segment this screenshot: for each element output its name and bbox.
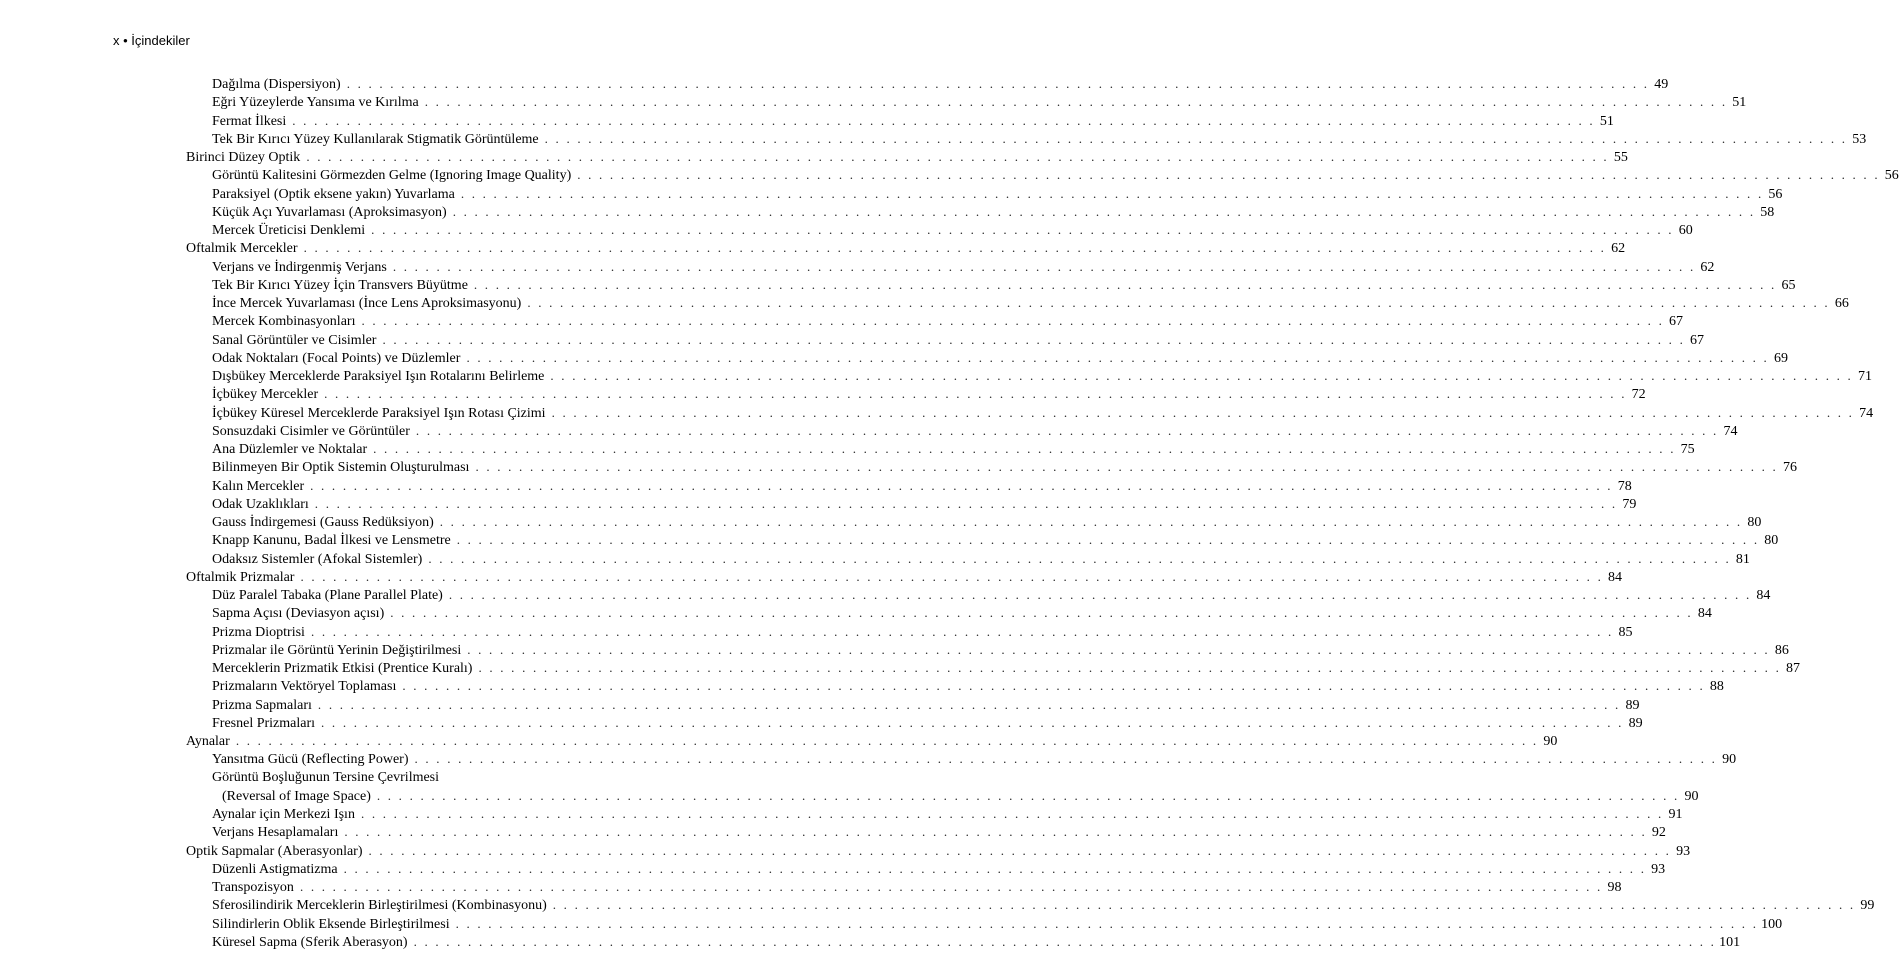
dot-leader: . . . . . . . . . . . . . . . . . . . . . . . . . . . . . . . . . . . . . . . . . . . . . . . . . . . . . . . . . . . . . . . . . . . . . . . . . . . . . . . . . . . . . . . . . . . . . . . . . . . . . . . . . . . . . . . . . . . . . . . . xyxy=(439,514,1743,529)
dot-leader: . . . . . . . . . . . . . . . . . . . . . . . . . . . . . . . . . . . . . . . . . . . . . . . . . . . . . . . . . . . . . . . . . . . . . . . . . . . . . . . . . . . . . . . . . . . . . . . . . . . . . . . . . . . . . . . . . . . . . . . . xyxy=(415,422,1719,438)
toc-entry-page: 71 xyxy=(1857,369,1872,384)
toc-entry-title: Sferosilindirik Merceklerin Birleştirilmesi (Kombinasyonu) xyxy=(212,898,547,914)
toc-entry xyxy=(212,94,1747,112)
toc-entry xyxy=(212,751,1737,769)
dot-leader: . . . . . . . . . . . . . . . . . . . . . . . . . . . . . . . . . . . . . . . . . . . . . . . . . . . . . . . . . . . . . . . . . . . . . . . . . . . . . . . . . . . . . . . . . . . . . . . . . . . . . . . . . . . . . . . . . . . . . . . . xyxy=(413,933,1717,949)
toc-entry-title: Sapma Açısı (Deviasyon açısı) xyxy=(212,606,385,622)
toc-entry-page: 90 xyxy=(1722,752,1737,768)
toc-entry-page: 76 xyxy=(1783,460,1798,476)
toc-entry xyxy=(212,258,1715,277)
toc-entry-page: 56 xyxy=(1768,186,1783,202)
toc-entry xyxy=(212,824,1666,842)
dot-leader: . . . . . . . . . . . . . . . . . . . . . . . . . . . . . . . . . . . . . . . . . . . . . . . . . . . . . . . . . . . . . . . . . . . . . . . . . . . . . . . . . . . . . . . . . . . . . . . . . . . . . . . . . . . . . . . . . . . . . . . . xyxy=(235,733,1539,748)
toc-entry-page: 87 xyxy=(1786,661,1801,676)
toc-entry-page: 98 xyxy=(1607,880,1622,895)
toc-entry-title: Oftalmik Prizmalar xyxy=(186,569,295,585)
toc-entry-page: 84 xyxy=(1608,569,1623,585)
toc-entry-title: Kalın Mercekler xyxy=(212,478,305,494)
toc-entry-page: 65 xyxy=(1781,277,1796,293)
toc-entry-title: Merceklerin Prizmatik Etkisi (Prentice Kuralı) xyxy=(212,661,473,676)
toc-entry-title: Yansıtma Gücü (Reflecting Power) xyxy=(212,752,409,768)
toc-entry-page: 101 xyxy=(1719,934,1741,950)
toc-entry xyxy=(212,422,1738,441)
toc-entry xyxy=(212,295,1849,313)
toc-entry-page: 49 xyxy=(1654,77,1669,92)
toc-entry-title: Küresel Sapma (Sferik Aberasyon) xyxy=(212,934,408,950)
dot-leader: . . . . . . . . . . . . . . . . . . . . . . . . . . . . . . . . . . . . . . . . . . . . . . . . . . . . . . . . . . . . . . . . . . . . . . . . . . . . . . . . . . . . . . . . . . . . . . . . . . . . . . . . . . . . . . . . . . . . . . . . xyxy=(428,550,1731,566)
toc-entry xyxy=(212,222,1693,240)
toc-entry-title: Dışbükey Merceklerde Paraksiyel Işın Rotalarını Belirleme xyxy=(212,369,545,384)
dot-leader: . . . . . . . . . . . . . . . . . . . . . . . . . . . . . . . . . . . . . . . . . . . . . . . . . . . . . . . . . . . . . . . . . . . . . . . . . . . . . . . . . . . . . . . . . . . . . . . . . . . . . . . . . . . . . . . . . . . . . . . . xyxy=(414,751,1718,767)
toc-entry-page: 79 xyxy=(1622,496,1637,512)
toc-entry-title: Görüntü Kalitesini Görmezden Gelme (Ignoring Image Quality) xyxy=(212,168,572,184)
toc-entry xyxy=(212,641,1789,660)
toc-entry-page: 67 xyxy=(1690,332,1705,348)
toc-entry-page: 66 xyxy=(1834,296,1849,311)
toc-entry-page: 89 xyxy=(1625,697,1640,713)
dot-leader: . . . . . . . . . . . . . . . . . . . . . . . . . . . . . . . . . . . . . . . . . . . . . . . . . . . . . . . . . . . . . . . . . . . . . . . . . . . . . . . . . . . . . . . . . . . . . . . . . . . . . . . . . . . . . . . . . . . . . . . . xyxy=(550,368,1853,383)
toc-entry-page: 90 xyxy=(1543,734,1558,749)
toc-entry-title: Mercek Kombinasyonları xyxy=(212,314,356,330)
toc-entry-page: 84 xyxy=(1697,606,1712,622)
toc-entry-page: 78 xyxy=(1617,478,1632,494)
toc-entry xyxy=(212,76,1669,94)
toc-entry-page: 51 xyxy=(1599,113,1614,129)
toc-entry-title: Odaksız Sistemler (Afokal Sistemler) xyxy=(212,551,423,567)
toc-entry-title: Silindirlerin Oblik Eksende Birleştirilmesi xyxy=(212,916,450,932)
toc-entry xyxy=(212,112,1614,131)
toc-entry-title: Birinci Düzey Optik xyxy=(186,150,301,165)
toc-entry xyxy=(212,860,1666,879)
toc-entry-title: Fermat İlkesi xyxy=(212,113,287,129)
toc-entry-title: Oftalmik Mercekler xyxy=(186,241,298,257)
dot-leader: . . . . . . . . . . . . . . . . . . . . . . . . . . . . . . . . . . . . . . . . . . . . . . . . . . . . . . . . . . . . . . . . . . . . . . . . . . . . . . . . . . . . . . . . . . . . . . . . . . . . . . . . . . . . . . . . . . . . . . . . xyxy=(343,860,1647,876)
dot-leader: . . . . . . . . . . . . . . . . . . . . . . . . . . . . . . . . . . . . . . . . . . . . . . . . . . . . . . . . . . . . . . . . . . . . . . . . . . . . . . . . . . . . . . . . . . . . . . . . . . . . . . . . . . . . . . . . . . . . . . . . xyxy=(424,94,1728,110)
dot-leader: . . . . . . . . . . . . . . . . . . . . . . . . . . . . . . . . . . . . . . . . . . . . . . . . . . . . . . . . . . . . . . . . . . . . . . . . . . . . . . . . . . . . . . . . . . . . . . . . . . . . . . . . . . . . . . . . . . . . . . . . xyxy=(551,404,1855,420)
toc-entry xyxy=(212,349,1788,368)
dot-leader: . . . . . . . . . . . . . . . . . . . . . . . . . . . . . . . . . . . . . . . . . . . . . . . . . . . . . . . . . . . . . . . . . . . . . . . . . . . . . . . . . . . . . . . . . . . . . . . . . . . . . . . . . . . . . . . . . . . . . . . . xyxy=(376,787,1680,803)
dot-leader: . . . . . . . . . . . . . . . . . . . . . . . . . . . . . . . . . . . . . . . . . . . . . . . . . . . . . . . . . . . . . . . . . . . . . . . . . . . . . . . . . . . . . . . . . . . . . . . . . . . . . . . . . . . . . . . . . . . . . . . . xyxy=(299,879,1603,894)
dot-leader: . . . . . . . . . . . . . . . . . . . . . . . . . . . . . . . . . . . . . . . . . . . . . . . . . . . . . . . . . . . . . . . . . . . . . . . . . . . . . . . . . . . . . . . . . . . . . . . . . . . . . . . . . . . . . . . . . . . . . . . . xyxy=(368,842,1672,858)
toc-entry xyxy=(212,331,1705,350)
toc-entry-title: Verjans Hesaplamaları xyxy=(212,825,339,841)
toc-entry xyxy=(212,276,1796,295)
toc-entry-page: 62 xyxy=(1700,259,1715,275)
toc-entry-page: 62 xyxy=(1611,241,1626,257)
toc-entry-page: 55 xyxy=(1613,150,1628,165)
toc-entry-title: Küçük Açı Yuvarlaması (Aproksimasyon) xyxy=(212,204,447,220)
toc-entry-page: 91 xyxy=(1668,807,1683,822)
dot-leader: . . . . . . . . . . . . . . . . . . . . . . . . . . . . . . . . . . . . . . . . . . . . . . . . . . . . . . . . . . . . . . . . . . . . . . . . . . . . . . . . . . . . . . . . . . . . . . . . . . . . . . . . . . . . . . . . . . . . . . . . xyxy=(527,295,1830,310)
dot-leader: . . . . . . . . . . . . . . . . . . . . . . . . . . . . . . . . . . . . . . . . . . . . . . . . . . . . . . . . . . . . . . . . . . . . . . . . . . . . . . . . . . . . . . . . . . . . . . . . . . . . . . . . . . . . . . . . . . . . . . . . xyxy=(402,678,1705,694)
dot-leader: . . . . . . . . . . . . . . . . . . . . . . . . . . . . . . . . . . . . . . . . . . . . . . . . . . . . . . . . . . . . . . . . . . . . . . . . . . . . . . . . . . . . . . . . . . . . . . . . . . . . . . . . . . . . . . . . . . . . . . . . xyxy=(346,76,1650,91)
toc-entry xyxy=(212,130,1867,149)
toc-entry-page: 72 xyxy=(1631,387,1646,403)
toc-entry-title: Ana Düzlemler ve Noktalar xyxy=(212,442,368,457)
dot-leader: . . . . . . . . . . . . . . . . . . . . . . . . . . . . . . . . . . . . . . . . . . . . . . . . . . . . . . . . . . . . . . . . . . . . . . . . . . . . . . . . . . . . . . . . . . . . . . . . . . . . . . . . . . . . . . . . . . . . . . . . xyxy=(475,459,1779,475)
toc-entry-title: Knapp Kanunu, Badal İlkesi ve Lensmetre xyxy=(212,533,451,549)
toc-entry xyxy=(212,386,1646,404)
toc-entry xyxy=(212,495,1637,514)
toc-entry xyxy=(212,933,1741,952)
toc-entry-title: Aynalar xyxy=(186,734,230,749)
toc-entry-title: Tek Bir Kırıcı Yüzey Kullanılarak Stigmatik Görüntüleme xyxy=(212,131,539,147)
dot-leader: . . . . . . . . . . . . . . . . . . . . . . . . . . . . . . . . . . . . . . . . . . . . . . . . . . . . . . . . . . . . . . . . . . . . . . . . . . . . . . . . . . . . . . . . . . . . . . . . . . . . . . . . . . . . . . . . . . . . . . . . xyxy=(371,222,1674,237)
toc-entry-title: Bilinmeyen Bir Optik Sistemin Oluşturulması xyxy=(212,460,470,476)
dot-leader: . . . . . . . . . . . . . . . . . . . . . . . . . . . . . . . . . . . . . . . . . . . . . . . . . . . . . . . . . . . . . . . . . . . . . . . . . . . . . . . . . . . . . . . . . . . . . . . . . . . . . . . . . . . . . . . . . . . . . . . . xyxy=(448,587,1752,602)
toc-entry xyxy=(212,532,1779,550)
toc-entry-title: (Reversal of Image Space) xyxy=(222,788,371,804)
toc-entry-page: 69 xyxy=(1774,350,1788,366)
toc-entry-title: Düz Paralel Tabaka (Plane Parallel Plate) xyxy=(212,588,443,603)
toc-entry xyxy=(212,514,1762,532)
toc-entry-page: 100 xyxy=(1761,916,1783,932)
dot-leader: . . . . . . . . . . . . . . . . . . . . . . . . . . . . . . . . . . . . . . . . . . . . . . . . . . . . . . . . . . . . . . . . . . . . . . . . . . . . . . . . . . . . . . . . . . . . . . . . . . . . . . . . . . . . . . . . . . . . . . . . xyxy=(321,714,1624,730)
toc-entry-page: 75 xyxy=(1680,442,1695,457)
toc-entry-title: Prizmaların Vektöryel Toplaması xyxy=(212,679,397,695)
dot-leader: . . . . . . . . . . . . . . . . . . . . . . . . . . . . . . . . . . . . . . . . . . . . . . . . . . . . . . . . . . . . . . . . . . . . . . . . . . . . . . . . . . . . . . . . . . . . . . . . . . . . . . . . . . . . . . . . . . . . . . . . xyxy=(310,477,1613,493)
toc-entry-title: Verjans ve İndirgenmiş Verjans xyxy=(212,259,387,275)
toc-entry-page: 80 xyxy=(1747,515,1762,530)
toc-entry-page: 89 xyxy=(1628,715,1643,731)
toc-entry-title: Tek Bir Kırıcı Yüzey İçin Transvers Büyütme xyxy=(212,277,468,293)
toc-entry xyxy=(212,605,1712,623)
dot-leader: . . . . . . . . . . . . . . . . . . . . . . . . . . . . . . . . . . . . . . . . . . . . . . . . . . . . . . . . . . . . . . . . . . . . . . . . . . . . . . . . . . . . . . . . . . . . . . . . . . . . . . . . . . . . . . . . . . . . . . . . xyxy=(314,495,1618,511)
dot-leader: . . . . . . . . . . . . . . . . . . . . . . . . . . . . . . . . . . . . . . . . . . . . . . . . . . . . . . . . . . . . . . . . . . . . . . . . . . . . . . . . . . . . . . . . . . . . . . . . . . . . . . . . . . . . . . . . . . . . . . . . xyxy=(455,915,1759,931)
toc-entry-title: Mercek Üreticisi Denklemi xyxy=(212,223,366,238)
toc-entry-page: 51 xyxy=(1732,95,1747,111)
toc-entry-title: Dağılma (Dispersiyon) xyxy=(212,77,341,92)
toc-entry-page: 86 xyxy=(1774,642,1789,658)
dot-leader: . . . . . . . . . . . . . . . . . . . . . . . . . . . . . . . . . . . . . . . . . . . . . . . . . . . . . . . . . . . . . . . . . . . . . . . . . . . . . . . . . . . . . . . . . . . . . . . . . . . . . . . . . . . . . . . . . . . . . . . . xyxy=(310,623,1614,639)
toc-entry xyxy=(222,787,1699,806)
toc-entry-title: Sonsuzdaki Cisimler ve Görüntüler xyxy=(212,423,410,439)
toc-entry-title: İnce Mercek Yuvarlaması (İnce Lens Aproksimasyonu) xyxy=(212,296,522,311)
dot-leader: . . . . . . . . . . . . . . . . . . . . . . . . . . . . . . . . . . . . . . . . . . . . . . . . . . . . . . . . . . . . . . . . . . . . . . . . . . . . . . . . . . . . . . . . . . . . . . . . . . . . . . . . . . . . . . . . . . . . . . . . xyxy=(324,386,1627,402)
toc-entry-title: Gauss İndirgemesi (Gauss Redüksiyon) xyxy=(212,515,434,530)
toc-entry-page: 99 xyxy=(1860,898,1875,914)
toc-entry-title: Düzenli Astigmatizma xyxy=(212,861,338,877)
toc-entry-title: Transpozisyon xyxy=(212,880,294,895)
toc-entry-page: 81 xyxy=(1735,551,1750,567)
dot-leader: . . . . . . . . . . . . . . . . . . . . . . . . . . . . . . . . . . . . . . . . . . . . . . . . . . . . . . . . . . . . . . . . . . . . . . . . . . . . . . . . . . . . . . . . . . . . . . . . . . . . . . . . . . . . . . . . . . . . . . . . xyxy=(306,149,1609,164)
dot-leader: . . . . . . . . . . . . . . . . . . . . . . . . . . . . . . . . . . . . . . . . . . . . . . . . . . . . . . . . . . . . . . . . . . . . . . . . . . . . . . . . . . . . . . . . . . . . . . . . . . . . . . . . . . . . . . . . . . . . . . . . xyxy=(466,349,1769,365)
toc-entry xyxy=(212,714,1643,733)
toc-entry xyxy=(212,660,1801,678)
toc-entry xyxy=(212,167,1899,185)
toc-entry xyxy=(212,587,1771,605)
dot-leader: . . . . . . . . . . . . . . . . . . . . . . . . . . . . . . . . . . . . . . . . . . . . . . . . . . . . . . . . . . . . . . . . . . . . . . . . . . . . . . . . . . . . . . . . . . . . . . . . . . . . . . . . . . . . . . . . . . . . . . . . xyxy=(392,258,1696,274)
toc-entry-page: 56 xyxy=(1884,168,1899,184)
toc-entry xyxy=(212,203,1775,222)
toc-entry-page: 84 xyxy=(1756,588,1771,603)
dot-leader: . . . . . . . . . . . . . . . . . . . . . . . . . . . . . . . . . . . . . . . . . . . . . . . . . . . . . . . . . . . . . . . . . . . . . . . . . . . . . . . . . . . . . . . . . . . . . . . . . . . . . . . . . . . . . . . . . . . . . . . . xyxy=(544,130,1848,146)
toc-entry xyxy=(186,842,1691,861)
toc-entry-page: 93 xyxy=(1676,843,1691,859)
toc-entry xyxy=(212,915,1783,934)
toc-entry xyxy=(212,550,1750,569)
running-header: x • İçindekiler xyxy=(113,33,190,48)
dot-leader: . . . . . . . . . . . . . . . . . . . . . . . . . . . . . . . . . . . . . . . . . . . . . . . . . . . . . . . . . . . . . . . . . . . . . . . . . . . . . . . . . . . . . . . . . . . . . . . . . . . . . . . . . . . . . . . . . . . . . . . . xyxy=(317,696,1621,712)
toc-entry xyxy=(186,568,1623,587)
dot-leader: . . . . . . . . . . . . . . . . . . . . . . . . . . . . . . . . . . . . . . . . . . . . . . . . . . . . . . . . . . . . . . . . . . . . . . . . . . . . . . . . . . . . . . . . . . . . . . . . . . . . . . . . . . . . . . . . . . . . . . . . xyxy=(292,112,1595,128)
toc-entry-page: 92 xyxy=(1651,825,1666,841)
toc-entry xyxy=(212,696,1640,715)
dot-leader: . . . . . . . . . . . . . . . . . . . . . . . . . . . . . . . . . . . . . . . . . . . . . . . . . . . . . . . . . . . . . . . . . . . . . . . . . . . . . . . . . . . . . . . . . . . . . . . . . . . . . . . . . . . . . . . . . . . . . . . . xyxy=(303,240,1607,256)
toc-entry xyxy=(186,733,1558,751)
toc-entry-title: Odak Noktaları (Focal Points) ve Düzlemler xyxy=(212,350,461,366)
toc-entry-page: 88 xyxy=(1709,679,1724,695)
dot-leader: . . . . . . . . . . . . . . . . . . . . . . . . . . . . . . . . . . . . . . . . . . . . . . . . . . . . . . . . . . . . . . . . . . . . . . . . . . . . . . . . . . . . . . . . . . . . . . . . . . . . . . . . . . . . . . . . . . . . . . . . xyxy=(452,203,1756,219)
dot-leader: . . . . . . . . . . . . . . . . . . . . . . . . . . . . . . . . . . . . . . . . . . . . . . . . . . . . . . . . . . . . . . . . . . . . . . . . . . . . . . . . . . . . . . . . . . . . . . . . . . . . . . . . . . . . . . . . . . . . . . . . xyxy=(344,824,1647,840)
dot-leader: . . . . . . . . . . . . . . . . . . . . . . . . . . . . . . . . . . . . . . . . . . . . . . . . . . . . . . . . . . . . . . . . . . . . . . . . . . . . . . . . . . . . . . . . . . . . . . . . . . . . . . . . . . . . . . . . . . . . . . . . xyxy=(373,441,1676,456)
toc-entry-title: Görüntü Boşluğunun Tersine Çevrilmesi xyxy=(212,769,440,785)
toc-entry-page: 67 xyxy=(1669,314,1684,330)
toc-entry-page: 74 xyxy=(1723,423,1738,439)
dot-leader: . . . . . . . . . . . . . . . . . . . . . . . . . . . . . . . . . . . . . . . . . . . . . . . . . . . . . . . . . . . . . . . . . . . . . . . . . . . . . . . . . . . . . . . . . . . . . . . . . . . . . . . . . . . . . . . . . . . . . . . . xyxy=(390,605,1693,621)
dot-leader: . . . . . . . . . . . . . . . . . . . . . . . . . . . . . . . . . . . . . . . . . . . . . . . . . . . . . . . . . . . . . . . . . . . . . . . . . . . . . . . . . . . . . . . . . . . . . . . . . . . . . . . . . . . . . . . . . . . . . . . . xyxy=(473,276,1777,292)
toc-entry xyxy=(212,897,1875,915)
toc-entry-page: 74 xyxy=(1859,405,1874,421)
toc-entry-page: 60 xyxy=(1678,223,1693,238)
toc-entry xyxy=(212,459,1798,477)
toc-entry-title: Prizmalar ile Görüntü Yerinin Değiştirilmesi xyxy=(212,642,462,658)
toc-entry-title: Prizma Sapmaları xyxy=(212,697,312,713)
toc-entry-page: 90 xyxy=(1684,788,1699,804)
dot-leader: . . . . . . . . . . . . . . . . . . . . . . . . . . . . . . . . . . . . . . . . . . . . . . . . . . . . . . . . . . . . . . . . . . . . . . . . . . . . . . . . . . . . . . . . . . . . . . . . . . . . . . . . . . . . . . . . . . . . . . . . xyxy=(478,660,1782,675)
toc-entry xyxy=(212,770,688,788)
toc-entry xyxy=(212,404,1874,423)
dot-leader: . . . . . . . . . . . . . . . . . . . . . . . . . . . . . . . . . . . . . . . . . . . . . . . . . . . . . . . . . . . . . . . . . . . . . . . . . . . . . . . . . . . . . . . . . . . . . . . . . . . . . . . . . . . . . . . . . . . . . . . . xyxy=(577,167,1880,183)
toc-entry xyxy=(212,185,1783,204)
dot-leader: . . . . . . . . . . . . . . . . . . . . . . . . . . . . . . . . . . . . . . . . . . . . . . . . . . . . . . . . . . . . . . . . . . . . . . . . . . . . . . . . . . . . . . . . . . . . . . . . . . . . . . . . . . . . . . . . . . . . . . . . xyxy=(456,532,1760,548)
toc-entry-title: Fresnel Prizmaları xyxy=(212,715,316,731)
toc-entry-title: Odak Uzaklıkları xyxy=(212,496,309,512)
toc-entry-title: Optik Sapmalar (Aberasyonlar) xyxy=(186,843,363,859)
toc-entry xyxy=(212,441,1695,459)
toc-entry-title: Aynalar için Merkezi Işın xyxy=(212,807,355,822)
toc-entry-title: Sanal Görüntüler ve Cisimler xyxy=(212,332,377,348)
dot-leader: . . . . . . . . . . . . . . . . . . . . . . . . . . . . . . . . . . . . . . . . . . . . . . . . . . . . . . . . . . . . . . . . . . . . . . . . . . . . . . . . . . . . . . . . . . . . . . . . . . . . . . . . . . . . . . . . . . . . . . . . xyxy=(552,897,1856,913)
dot-leader: . . . . . . . . . . . . . . . . . . . . . . . . . . . . . . . . . . . . . . . . . . . . . . . . . . . . . . . . . . . . . . . . . . . . . . . . . . . . . . . . . . . . . . . . . . . . . . . . . . . . . . . . . . . . . . . . . . . . . . . . xyxy=(382,331,1686,347)
dot-leader: . . . . . . . . . . . . . . . . . . . . . . . . . . . . . . . . . . . . . . . . . . . . . . . . . . . . . . . . . . . . . . . . . . . . . . . . . . . . . . . . . . . . . . . . . . . . . . . . . . . . . . . . . . . . . . . . . . . . . . . . xyxy=(300,568,1604,584)
toc-entry xyxy=(212,678,1724,696)
toc-entry-title: Paraksiyel (Optik eksene yakın) Yuvarlama xyxy=(212,186,455,202)
toc-entry-page: 53 xyxy=(1852,131,1867,147)
dot-leader: . . . . . . . . . . . . . . . . . . . . . . . . . . . . . . . . . . . . . . . . . . . . . . . . . . . . . . . . . . . . . . . . . . . . . . . . . . . . . . . . . . . . . . . . . . . . . . . . . . . . . . . . . . . . . . . . . . . . . . . . xyxy=(467,641,1770,657)
dot-leader: . . . . . . . . . . . . . . . . . . . . . . . . . . . . . . . . . . . . . . . . . . . . . . . . . . . . . . . . . . . . . . . . . . . . . . . . . . . . . . . . . . . . . . . . . . . . . . . . . . . . . . . . . . . . . . . . . . . . . . . . xyxy=(360,806,1664,821)
toc-entry xyxy=(186,149,1628,167)
toc-entry-page: 80 xyxy=(1764,533,1779,549)
toc-entry-title: İçbükey Mercekler xyxy=(212,387,319,403)
toc-entry-page: 85 xyxy=(1618,624,1633,640)
toc-entry xyxy=(186,240,1626,258)
toc-entry-page: 93 xyxy=(1651,861,1666,877)
toc-entry-page: 58 xyxy=(1760,204,1775,220)
dot-leader: . . . . . . . . . . . . . . . . . . . . . . . . . . . . . . . . . . . . . . . . . . . . . . . . . . . . . . . . . . . . . . . . . . . . . . . . . . . . . . . . . . . . . . . . . . . . . . . . . . . . . . . . . . . . . . . . . . . . . . . . xyxy=(460,185,1764,201)
toc-entry-title: İçbükey Küresel Merceklerde Paraksiyel Işın Rotası Çizimi xyxy=(212,405,546,421)
toc-entry-title: Prizma Dioptrisi xyxy=(212,624,305,640)
toc-entry xyxy=(212,806,1683,824)
toc-entry xyxy=(212,623,1633,642)
toc-entry xyxy=(212,879,1622,897)
toc-entry xyxy=(212,477,1632,496)
toc-entry xyxy=(212,313,1684,331)
dot-leader: . . . . . . . . . . . . . . . . . . . . . . . . . . . . . . . . . . . . . . . . . . . . . . . . . . . . . . . . . . . . . . . . . . . . . . . . . . . . . . . . . . . . . . . . . . . . . . . . . . . . . . . . . . . . . . . . . . . . . . . . xyxy=(361,313,1665,329)
toc-entry xyxy=(212,368,1872,386)
toc-entry-title: Eğri Yüzeylerde Yansıma ve Kırılma xyxy=(212,95,419,111)
